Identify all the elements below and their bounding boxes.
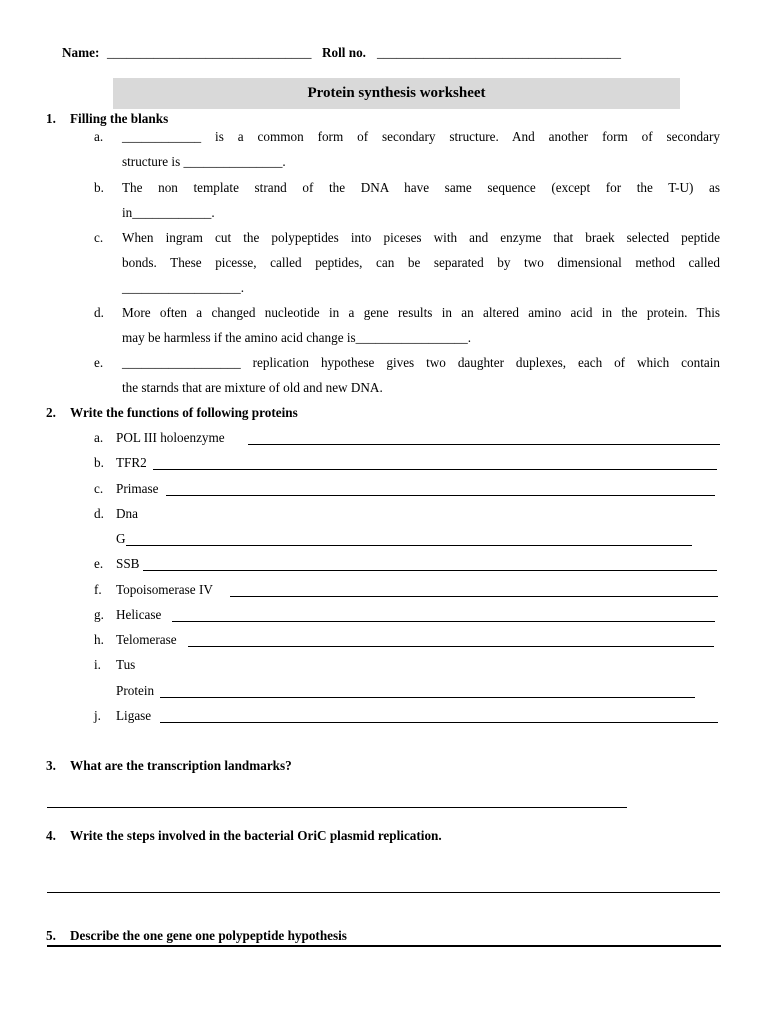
q2-item-h-letter: h.: [94, 632, 104, 647]
q2-item-f-letter: f.: [94, 582, 102, 597]
q2-item-b-label: TFR2: [116, 455, 147, 470]
q2-item-i-label: Tus: [116, 657, 136, 672]
q1-heading: Filling the blanks: [70, 111, 169, 126]
q1-item-d-line2: may be harmless if the amino acid change is_________________.: [122, 330, 472, 345]
q3-number: 3.: [46, 758, 56, 773]
q2-item-j-letter: j.: [94, 708, 101, 723]
q4-heading: Write the steps involved in the bacterial OriC plasmid replication.: [70, 828, 442, 843]
q2-item-g-letter: g.: [94, 607, 104, 622]
q2-item-e-letter: e.: [94, 556, 104, 571]
q2-item-a-answer-line[interactable]: [248, 444, 720, 445]
q2-item-d-answer-line[interactable]: [126, 545, 692, 546]
q1-item-e-line2: the starnds that are mixture of old and new DNA.: [122, 380, 383, 395]
q3-answer-line[interactable]: [47, 807, 627, 808]
q2-item-i-letter: i.: [94, 657, 101, 672]
q2-item-d-label-cont: G: [116, 531, 126, 546]
q5-answer-line[interactable]: [47, 945, 721, 947]
q2-item-b-letter: b.: [94, 455, 104, 470]
q2-item-j-answer-line[interactable]: [160, 722, 718, 723]
q1-item-c-line2: bonds. These picesse, called peptides, can be separated by two dimensional method called: [122, 255, 720, 270]
q1-item-a-line2: structure is _______________.: [122, 154, 286, 169]
q1-item-b-line2: in____________.: [122, 205, 215, 220]
q5-number: 5.: [46, 928, 56, 943]
q2-item-e-label: SSB: [116, 556, 140, 571]
q3-heading: What are the transcription landmarks?: [70, 758, 292, 773]
q1-item-a-letter: a.: [94, 129, 104, 144]
q2-item-f-label: Topoisomerase IV: [116, 582, 213, 597]
q1-item-c-line1: When ingram cut the polypeptides into piceses with and enzyme that braek selected peptide: [122, 230, 720, 245]
q2-item-b-answer-line[interactable]: [153, 469, 717, 470]
q2-item-f-answer-line[interactable]: [230, 596, 718, 597]
q1-number: 1.: [46, 111, 56, 126]
q1-item-e-line1: __________________ replication hypothese gives two daughter duplexes, each of which contain: [122, 355, 720, 370]
q1-item-d-letter: d.: [94, 305, 104, 320]
q2-item-a-label: POL III holoenzyme: [116, 430, 225, 445]
q2-item-g-answer-line[interactable]: [172, 621, 715, 622]
q2-item-h-answer-line[interactable]: [188, 646, 714, 647]
q2-item-c-answer-line[interactable]: [166, 495, 715, 496]
q2-heading: Write the functions of following proteins: [70, 405, 298, 420]
q2-item-h-label: Telomerase: [116, 632, 177, 647]
q2-item-d-label: Dna: [116, 506, 138, 521]
q1-item-b-line1: The non template strand of the DNA have same sequence (except for the T-U) as: [122, 180, 720, 195]
worksheet-title: Protein synthesis worksheet: [113, 78, 680, 109]
q1-item-a-line1: ____________ is a common form of secondary structure. And another form of secondary: [122, 129, 720, 144]
q1-item-c-letter: c.: [94, 230, 104, 245]
q2-item-j-label: Ligase: [116, 708, 152, 723]
q4-number: 4.: [46, 828, 56, 843]
q2-item-i-answer-line[interactable]: [160, 697, 695, 698]
q2-item-e-answer-line[interactable]: [143, 570, 717, 571]
q2-item-a-letter: a.: [94, 430, 104, 445]
q2-item-c-letter: c.: [94, 481, 104, 496]
q2-number: 2.: [46, 405, 56, 420]
roll-label: Roll no.: [322, 45, 366, 60]
name-label: Name:: [62, 45, 100, 60]
q4-answer-line[interactable]: [47, 892, 720, 893]
roll-field[interactable]: _____________________________________: [377, 45, 621, 60]
q1-item-e-letter: e.: [94, 355, 104, 370]
name-field[interactable]: _______________________________: [107, 45, 312, 60]
q2-item-c-label: Primase: [116, 481, 159, 496]
q1-item-c-line3: __________________.: [122, 280, 244, 295]
q1-item-d-line1: More often a changed nucleotide in a gene results in an altered amino acid in the protein. This: [122, 305, 720, 320]
q1-item-b-letter: b.: [94, 180, 104, 195]
q5-heading: Describe the one gene one polypeptide hypothesis: [70, 928, 347, 943]
q2-item-i-label-cont: Protein: [116, 683, 155, 698]
q2-item-d-letter: d.: [94, 506, 104, 521]
q2-item-g-label: Helicase: [116, 607, 162, 622]
